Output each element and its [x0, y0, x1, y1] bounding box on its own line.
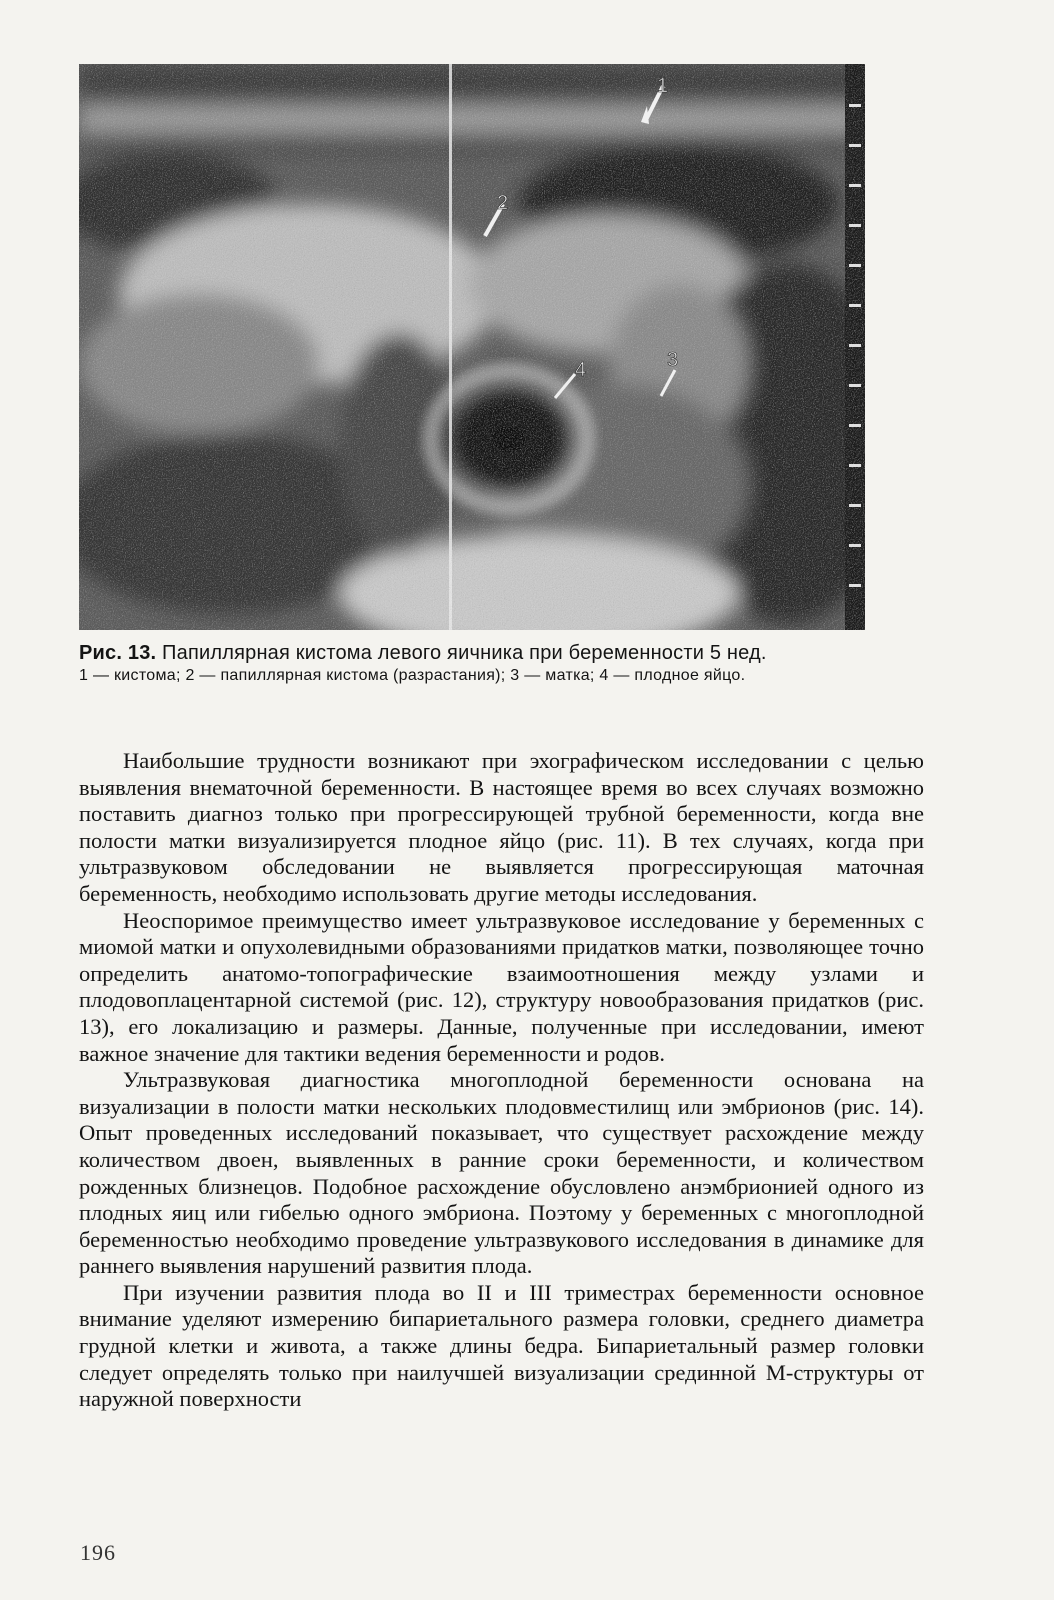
ultrasound-image: [79, 64, 865, 630]
page-number: 196: [80, 1540, 116, 1565]
paragraph: Неоспоримое преимущество имеет ультразвуковое исследование у беременных с миомой матки и опухолевидными образованиями придатков матки, позволяющее точно определить анатомо-топографические взаимоотношения между узлами и плодовоплацентарной системой (рис. 12), структуру новообразования придатков (рис. 13), его локализацию и размеры. Данные, полученные при исследовании, имеют важное значение для тактики ведения беременности и родов.: [79, 907, 924, 1066]
caption-title: Папиллярная кистома левого яичника при беременности 5 нед.: [162, 642, 767, 664]
label-4-text: 4: [575, 359, 587, 381]
label-3-text: 3: [667, 349, 679, 371]
caption-title-line: [79, 640, 869, 666]
body-text: [79, 748, 924, 1413]
ultrasound-figure: [79, 64, 865, 630]
figure-caption: [79, 640, 869, 686]
caption-prefix: Рис. 13.: [79, 642, 157, 664]
paragraph: Ультразвуковая диагностика многоплодной беременности основана на визуализации в полости матки нескольких плодовместилищ или эмбрионов (рис. 14). Опыт проведенных исследований показывает, что существует расхождение между количеством двоен, выявленных в ранние сроки беременности, и количеством рожденных близнецов. Подобное расхождение обусловлено анэмбрионией одного из плодных яиц или гибелью одного эмбриона. Поэтому у беременных с многоплодной беременностью необходимо проведение ультразвукового исследования в динамике для раннего выявления нарушений развития плода.: [79, 1067, 924, 1279]
label-1-text: 1: [657, 75, 669, 97]
paragraph: Наибольшие трудности возникают при эхографическом исследовании с целью выявления внематочной беременности. В настоящее время во всех случаях возможно поставить диагноз только при прогрессирующей трубной беременности, когда вне полости матки визуализируется плодное яйцо (рис. 11). В тех случаях, когда при ультразвуковом обследовании не выявляется прогрессирующая маточная беременность, необходимо использовать другие методы исследования.: [79, 748, 924, 906]
label-2-text: 2: [497, 192, 509, 214]
caption-legend: 1 — кистома; 2 — папиллярная кистома (разрастания); 3 — матка; 4 — плодное яйцо.: [79, 667, 746, 684]
paragraph: При изучении развития плода во II и III триместрах беременности основное внимание уделяют измерению бипариетального размера головки, среднего диаметра грудной клетки и живота, а также длины бедра. Бипариетальный размер головки следует определять только при наилучшей визуализации срединной М-структуры от наружной поверхности: [79, 1279, 924, 1412]
